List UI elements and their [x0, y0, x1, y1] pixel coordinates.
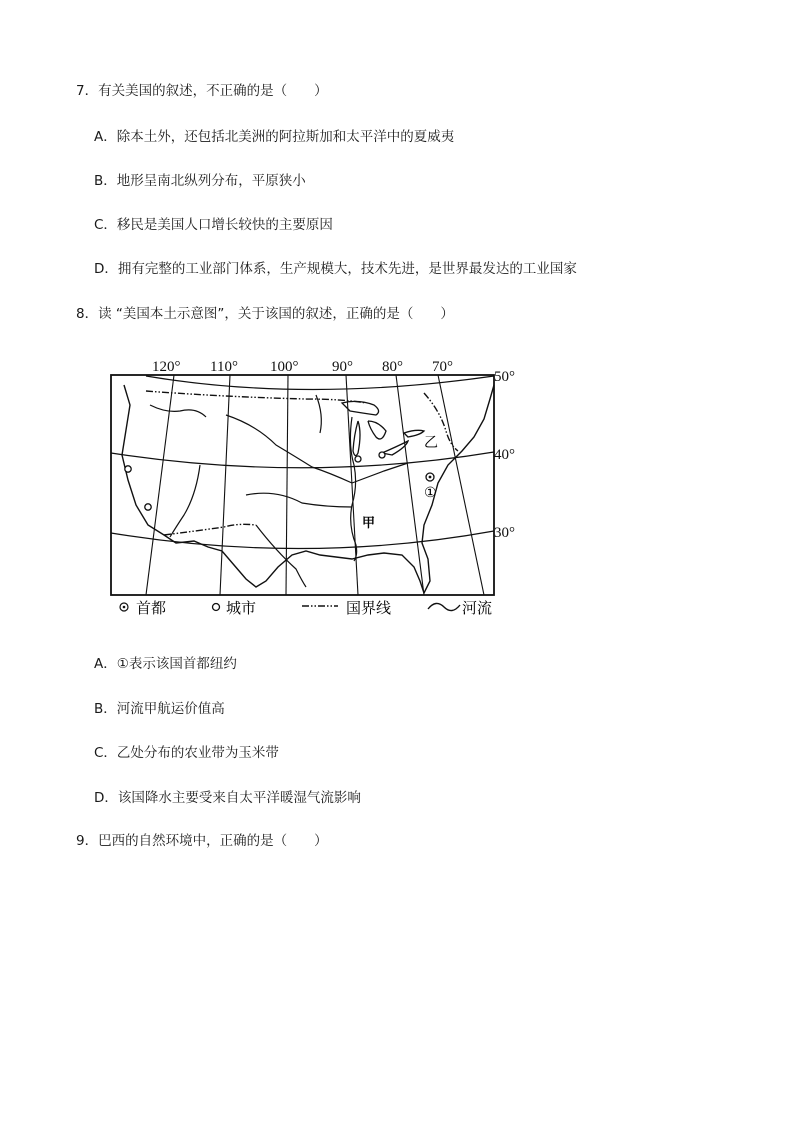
longitude-labels [152, 359, 453, 375]
question-8-option-c: C．乙处分布的农业带为玉米带 [94, 745, 279, 761]
question-7-option-b: B．地形呈南北纵列分布，平原狭小 [94, 173, 306, 189]
legend-border-label: 国界线 [346, 599, 392, 617]
question-8-option-d: D．该国降水主要受来自太平洋暖湿气流影响 [94, 790, 361, 806]
latitude-label: 40° [494, 447, 515, 463]
map-frame [111, 375, 494, 595]
legend-river-label: 河流 [462, 599, 493, 617]
question-7-option-a: A．除本土外，还包括北美洲的阿拉斯加和太平洋中的夏威夷 [94, 129, 455, 145]
latitude-labels [494, 369, 515, 541]
longitude-label: 90° [332, 359, 353, 375]
label-capital-number: ① [424, 486, 437, 501]
question-8-stem: 8．读 “美国本土示意图”，关于该国的叙述，正确的是（ ） [76, 306, 454, 322]
legend-capital-label: 首都 [136, 599, 167, 617]
question-7-option-c: C．移民是美国人口增长较快的主要原因 [94, 217, 333, 233]
map-legend [120, 599, 492, 617]
longitude-label: 80° [382, 359, 403, 375]
city-marker [379, 452, 385, 458]
label-yi: 乙 [424, 436, 438, 451]
question-8-option-a: A．①表示该国首都纽约 [94, 656, 237, 672]
question-9-stem: 9．巴西的自然环境中，正确的是（ ） [76, 833, 328, 849]
river-icon [428, 603, 460, 610]
label-jia: 甲 [362, 515, 376, 530]
capital-icon-dot [123, 606, 126, 609]
city-marker [355, 456, 361, 462]
longitude-label: 120° [152, 359, 181, 375]
latitude-label: 50° [494, 369, 515, 385]
question-7-stem: 7．有关美国的叙述，不正确的是（ ） [76, 83, 328, 99]
longitude-label: 70° [432, 359, 453, 375]
latitude-label: 30° [494, 525, 515, 541]
question-7-option-d: D．拥有完整的工业部门体系，生产规模大，技术先进，是世界最发达的工业国家 [94, 261, 577, 277]
city-marker [125, 466, 131, 472]
city-marker [145, 504, 151, 510]
question-8-option-b: B．河流甲航运价值高 [94, 701, 225, 717]
usa-map [106, 355, 526, 623]
city-icon [213, 604, 220, 611]
legend-city-label: 城市 [226, 599, 257, 617]
longitude-label: 110° [210, 359, 238, 375]
capital-icon-dot [429, 476, 432, 479]
usa-map-figure [106, 355, 526, 623]
longitude-label: 100° [270, 359, 299, 375]
capital-marker-group [426, 473, 434, 481]
